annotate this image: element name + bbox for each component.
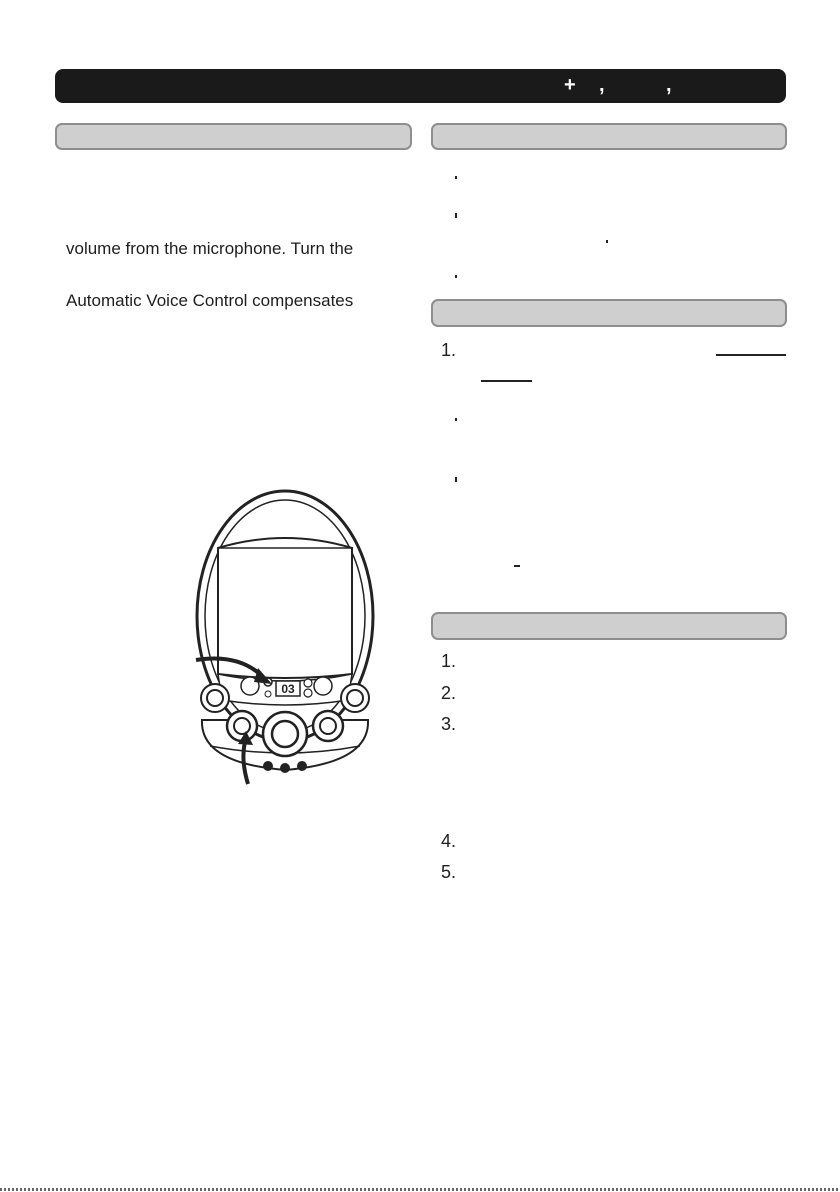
bullet-mark [455, 418, 457, 421]
section-header-right-2 [431, 299, 787, 327]
section-header-left [55, 123, 412, 150]
display-digits: 03 [281, 682, 295, 696]
bullet-mark [606, 240, 608, 243]
page-bottom-border [0, 1188, 840, 1191]
bullet-mark [455, 213, 457, 218]
dash-mark [514, 565, 520, 567]
underline-mark [716, 354, 786, 356]
bullet-mark [455, 477, 457, 482]
title-glyph-comma-2: , [666, 74, 672, 96]
left-text-line-2: Automatic Voice Control compensates [66, 291, 354, 310]
list-number-5: 5. [441, 862, 457, 882]
list-number-1: 1. [441, 340, 457, 360]
page-title-bar [55, 69, 786, 103]
list-number-3: 3. [441, 714, 457, 734]
underline-mark [481, 380, 532, 382]
title-glyph-comma-1: , [599, 74, 605, 96]
karaoke-machine-drawing [180, 488, 390, 788]
left-text-line-1: volume from the microphone. Turn the [66, 239, 354, 258]
karaoke-machine-illustration [180, 488, 390, 788]
list-number-1: 1. [441, 651, 457, 671]
bullet-mark [455, 275, 457, 278]
section-header-right-1 [431, 123, 787, 150]
bullet-mark [455, 176, 457, 179]
list-number-2: 2. [441, 683, 457, 703]
section-header-right-3 [431, 612, 787, 640]
list-number-4: 4. [441, 831, 457, 851]
title-glyph-plus: + [564, 74, 576, 96]
